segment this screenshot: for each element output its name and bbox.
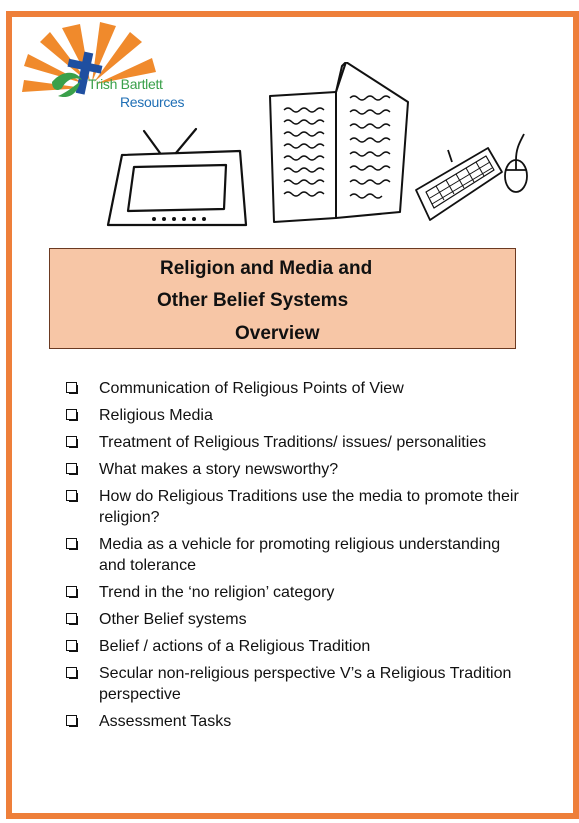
brand-subname: Resources <box>120 94 185 110</box>
checkbox-icon <box>66 586 77 597</box>
title-box <box>49 248 516 349</box>
mouse-icon <box>505 134 527 192</box>
title-line-2: Other Belief Systems <box>157 290 349 311</box>
checkbox-icon <box>66 436 77 447</box>
checkbox-icon <box>66 613 77 624</box>
list-item-text: Communication of Religious Points of View <box>99 380 404 397</box>
checkbox-icon <box>66 409 77 420</box>
checkbox-icon <box>66 490 77 501</box>
checkbox-icon <box>66 538 77 549</box>
list-item-text: Religious Media <box>99 407 213 424</box>
list-item <box>64 378 524 399</box>
list-item <box>64 636 524 657</box>
list-item-text: How do Religious Traditions use the media to promote their religion? <box>99 488 519 526</box>
list-item <box>64 534 524 576</box>
title-line-1: Religion and Media and <box>160 258 373 279</box>
tv-icon <box>100 125 252 230</box>
title-line-3: Overview <box>235 323 320 344</box>
list-item <box>64 582 524 603</box>
list-item-text: Trend in the ‘no religion’ category <box>99 584 335 601</box>
list-item-text: Other Belief systems <box>99 611 247 628</box>
list-item-text: Media as a vehicle for promoting religious understanding and tolerance <box>99 536 501 574</box>
list-item <box>64 609 524 630</box>
checkbox-icon <box>66 667 77 678</box>
checkbox-icon <box>66 382 77 393</box>
overview-list <box>64 378 524 738</box>
checkbox-icon <box>66 640 77 651</box>
list-item-text: Belief / actions of a Religious Tradition <box>99 638 371 655</box>
brand-name: Trish Bartlett <box>88 76 163 92</box>
list-item-text: What makes a story newsworthy? <box>99 461 339 478</box>
book-icon <box>262 62 410 237</box>
checkbox-icon <box>66 715 77 726</box>
list-item-text: Secular non-religious perspective V’s a Religious Tradition perspective <box>99 665 512 703</box>
list-item <box>64 405 524 426</box>
list-item <box>64 711 524 732</box>
list-item-text: Treatment of Religious Traditions/ issues/ personalities <box>99 434 487 451</box>
list-item <box>64 432 524 453</box>
list-item <box>64 459 524 480</box>
list-item <box>64 486 524 528</box>
keyboard-icon <box>412 128 534 226</box>
checkbox-icon <box>66 463 77 474</box>
list-item-text: Assessment Tasks <box>99 713 232 730</box>
list-item <box>64 663 524 705</box>
